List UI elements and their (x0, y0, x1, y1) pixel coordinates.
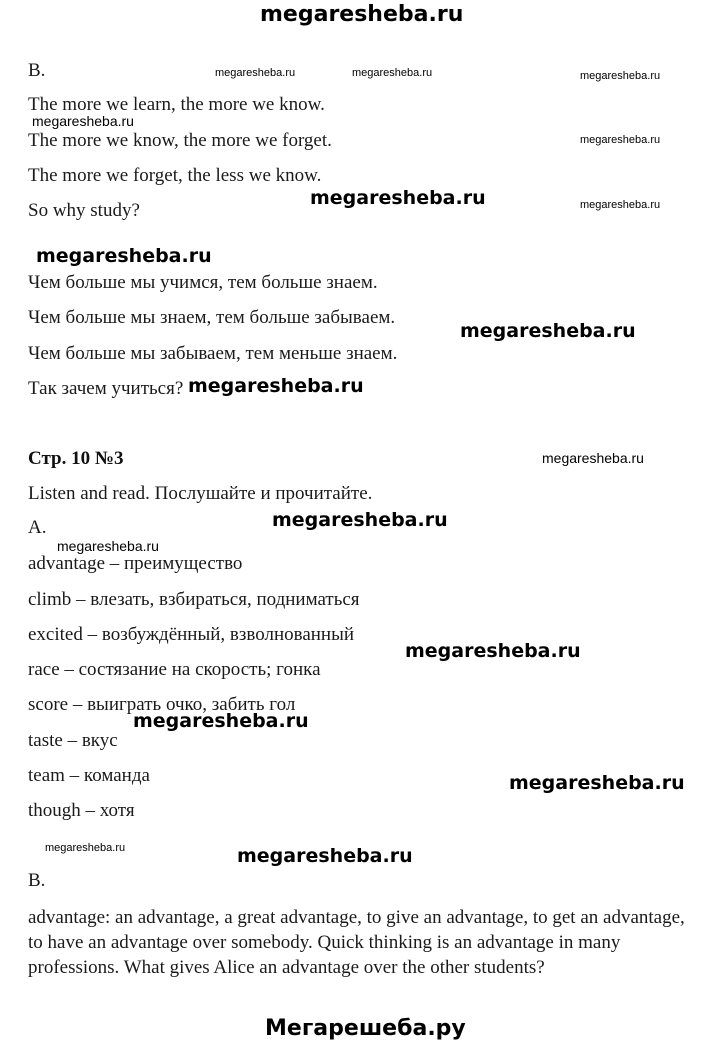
vocabulary-item: advantage – преимущество (28, 553, 243, 574)
watermark: megaresheba.ru (36, 245, 212, 267)
vocabulary-item: taste – вкус (28, 730, 118, 751)
watermark: megaresheba.ru (215, 67, 296, 79)
watermark: megaresheba.ru (133, 710, 309, 732)
watermark: megaresheba.ru (310, 187, 486, 209)
vocabulary-item: excited – возбуждённый, взволнованный (28, 624, 355, 645)
watermark: megaresheba.ru (272, 509, 448, 531)
watermark: megaresheba.ru (188, 375, 364, 397)
russian-poem-line: Чем больше мы забываем, тем меньше знаем. (28, 343, 398, 364)
instruction-text: Listen and read. Послушайте и прочитайте. (28, 483, 373, 504)
watermark: megaresheba.ru (57, 538, 159, 554)
vocabulary-item: team – команда (28, 765, 150, 786)
footer-title: Мегарешеба.ру (265, 1016, 466, 1041)
advantage-paragraph: advantage: an advantage, a great advantage, to give an advantage, to get an advantage, to have an advantage over somebody. Quick thinking is an advantage in many professions. What gives Alice an advantage over the other students? (28, 907, 685, 978)
russian-poem-line: Чем больше мы знаем, тем больше забываем. (28, 307, 396, 328)
section-a-label: A. (28, 517, 47, 538)
section-b2-label: B. (28, 870, 46, 891)
watermark: megaresheba.ru (460, 320, 636, 342)
watermark: megaresheba.ru (542, 450, 644, 466)
site-title: megaresheba.ru (260, 2, 464, 27)
exercise-heading: Стр. 10 №3 (28, 448, 124, 469)
russian-poem-line: Так зачем учиться? (28, 378, 184, 399)
english-poem-line: The more we forget, the less we know. (28, 165, 322, 186)
watermark: megaresheba.ru (509, 772, 685, 794)
vocabulary-item: though – хотя (28, 800, 135, 821)
watermark: megaresheba.ru (580, 70, 661, 82)
watermark: megaresheba.ru (352, 67, 433, 79)
english-poem-line: The more we learn, the more we know. (28, 94, 325, 115)
watermark: megaresheba.ru (32, 113, 134, 129)
watermark: megaresheba.ru (580, 199, 661, 211)
watermark: megaresheba.ru (580, 134, 661, 146)
section-b-label: B. (28, 60, 46, 81)
english-poem-line: The more we know, the more we forget. (28, 130, 332, 151)
vocabulary-item: race – состязание на скорость; гонка (28, 659, 321, 680)
english-poem-line: So why study? (28, 200, 140, 221)
watermark: megaresheba.ru (405, 640, 581, 662)
watermark: megaresheba.ru (45, 842, 126, 854)
vocabulary-item: score – выиграть очко, забить гол (28, 694, 296, 715)
vocabulary-item: climb – влезать, взбираться, подниматься (28, 589, 360, 610)
watermark: megaresheba.ru (237, 845, 413, 867)
russian-poem-line: Чем больше мы учимся, тем больше знаем. (28, 272, 378, 293)
